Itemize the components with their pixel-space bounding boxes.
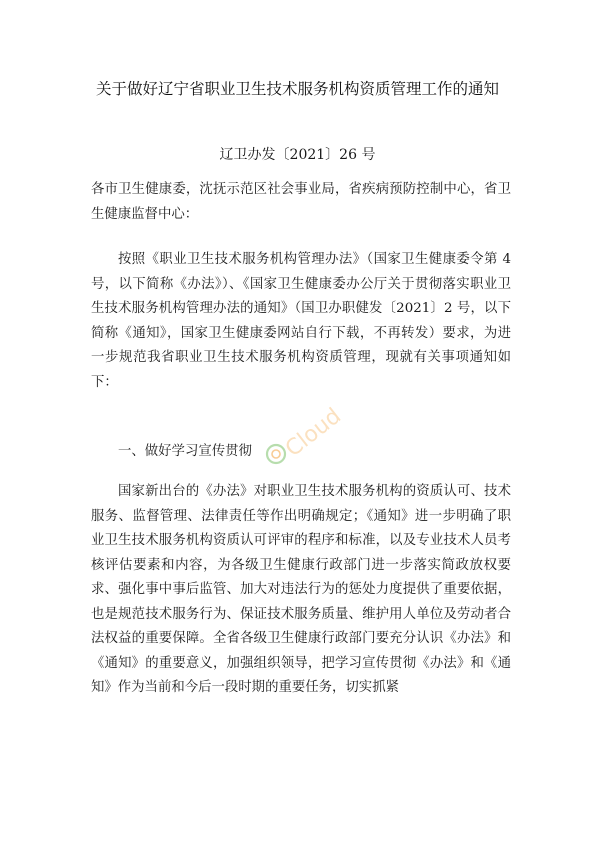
document-number: 辽卫办发〔2021〕26 号 — [219, 147, 376, 163]
document-title: 关于做好辽宁省职业卫生技术服务机构资质管理工作的通知 — [95, 80, 499, 98]
cloud-watermark-icon — [262, 390, 352, 470]
paragraph-section-1: 国家新出台的《办法》对职业卫生技术服务机构的资质认可、技术服务、监督管理、法律责任等作出明确规定；《通知》进一步明确了职业卫生技术服务机构资质认可评审的程序和标准，以及专业技术人员考核评估要素和内容，为各级卫生健康行政部门进一步落实简政放权要求、强化事中事后监管、加大对违法行为的惩处力度提供了重要依据，也是规范技术服务行为、保证技术服务质量、维护用人单位及劳动者合法权益的重要保障。全省各级卫生健康行政部门要充分认识《办法》和《通知》的重要意义，加强组织领导，把学习宣传贯彻《办法》和《通知》作为当前和今后一段时期的重要任务，切实抓紧 — [91, 484, 511, 695]
section-heading-1: 一、做好学习宣传贯彻 — [118, 444, 252, 459]
paragraph-intro: 按照《职业卫生技术服务机构管理办法》（国家卫生健康委令第 4 号，以下简称《办法》）、《国家卫生健康委办公厅关于贯彻落实职业卫生技术服务机构管理办法的通知》（国卫办职健发〔2021〕2 号，以下简称《通知》，国家卫生健康委网站自行下载，不再转发）要求，为进一步规范我省职业卫生技术服务机构资质管理，现就有关事项通知如下： — [91, 252, 511, 390]
recipients-line: 各市卫生健康委，沈抚示范区社会事业局，省疾病预防控制中心，省卫生健康监督中心： — [91, 182, 511, 222]
svg-text:Cloud: Cloud — [281, 403, 346, 463]
